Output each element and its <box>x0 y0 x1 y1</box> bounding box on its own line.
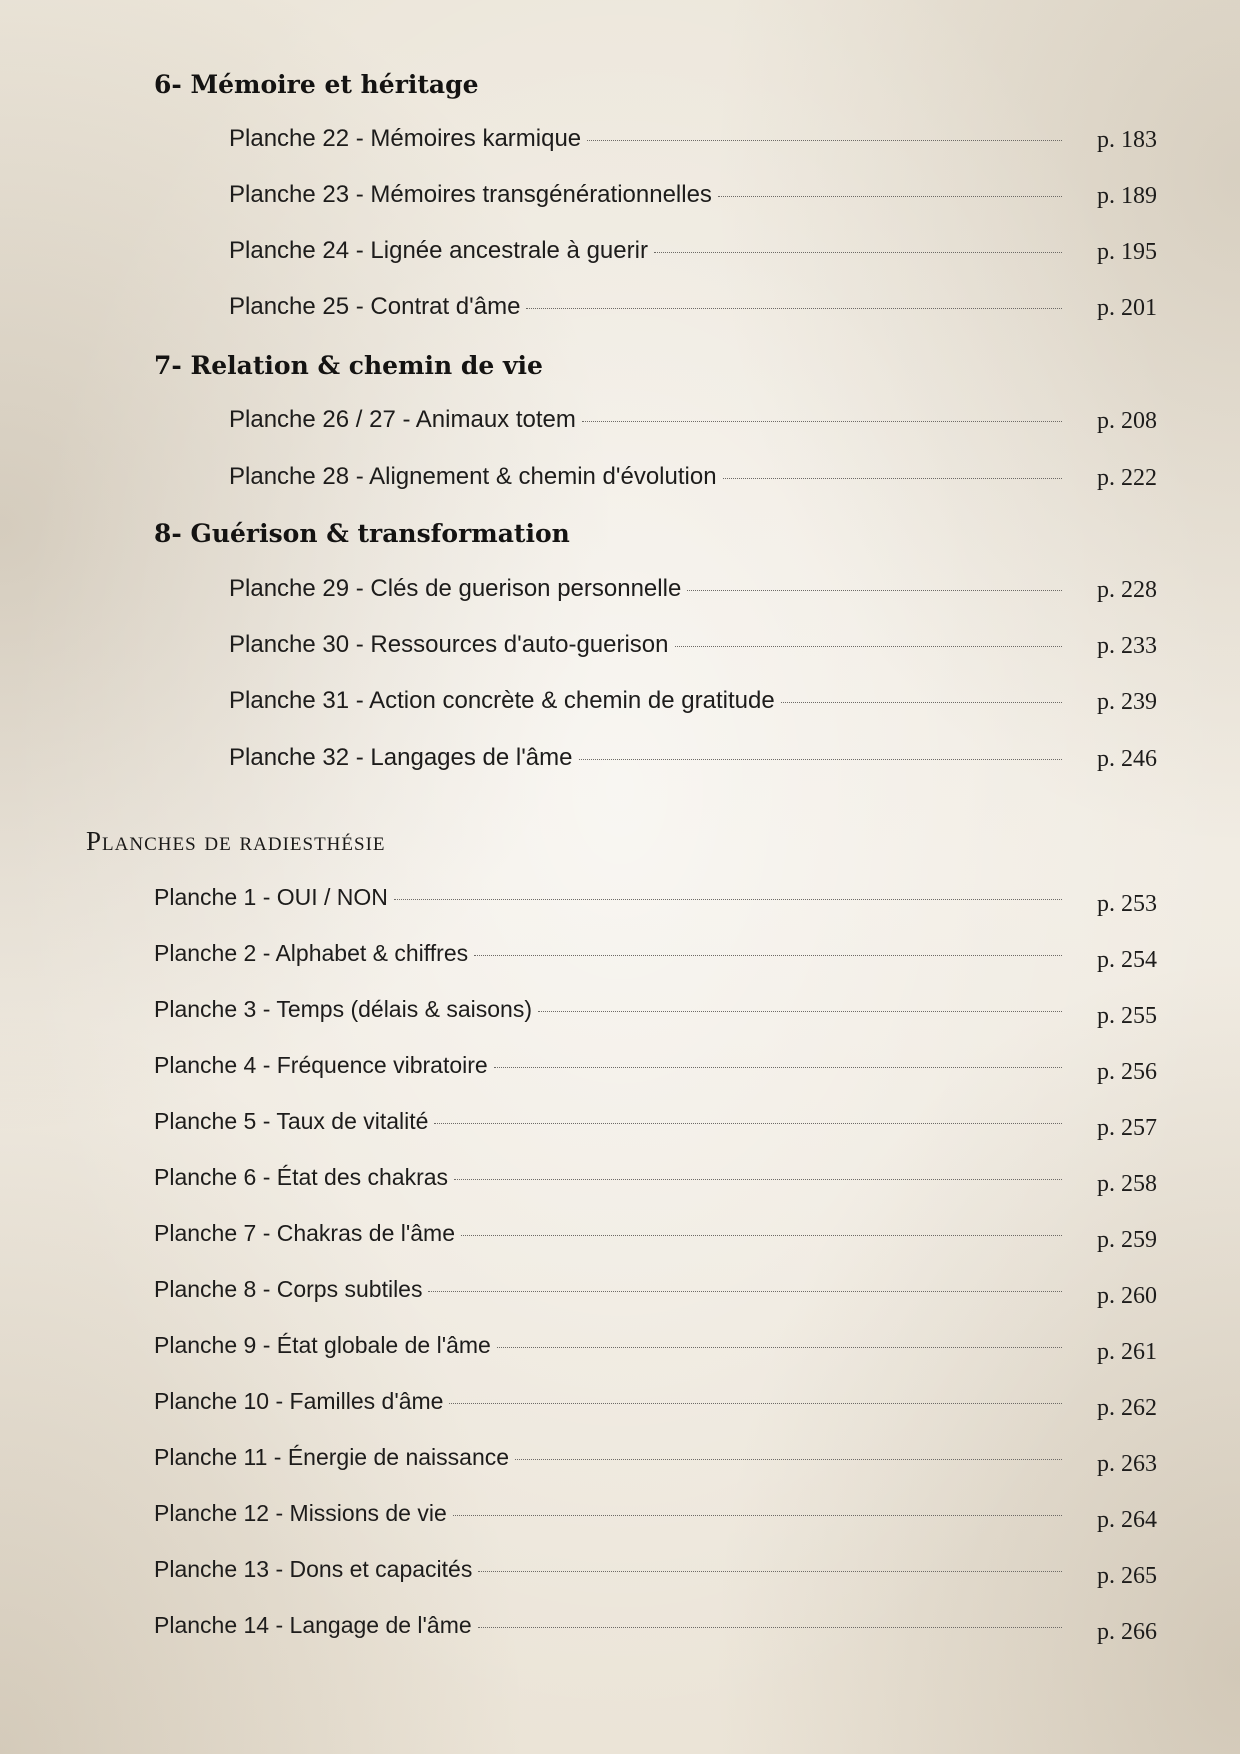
toc-entry-label: Planche 9 - État globale de l'âme <box>154 1332 491 1358</box>
toc-entry[interactable] <box>229 463 1066 495</box>
toc-entry[interactable] <box>154 1612 1066 1644</box>
toc-entry-label: Planche 8 - Corps subtiles <box>154 1276 423 1302</box>
toc-entry-label: Planche 6 - État des chakras <box>154 1164 449 1190</box>
dotted-leader <box>781 702 1062 703</box>
toc-entry-page: p. 239 <box>1097 689 1157 715</box>
toc-entry-page: p. 189 <box>1097 183 1157 209</box>
toc-entry-label: Planche 13 - Dons et capacités <box>154 1556 473 1582</box>
toc-entry[interactable] <box>229 631 1066 663</box>
toc-entry[interactable] <box>229 237 1066 269</box>
toc-entry[interactable] <box>154 1276 1066 1308</box>
toc-entry-label: Planche 29 - Clés de guerison personnelle <box>229 575 682 602</box>
toc-entry-page: p. 266 <box>1097 1619 1157 1645</box>
toc-entry-page: p. 258 <box>1097 1171 1157 1197</box>
toc-entry-label: Planche 4 - Fréquence vibratoire <box>154 1052 488 1078</box>
dotted-leader <box>428 1291 1062 1292</box>
part-heading-radiesthesie: Planches de radiesthésie <box>86 826 386 856</box>
toc-entry-page: p. 263 <box>1097 1451 1157 1477</box>
dotted-leader <box>454 1179 1062 1180</box>
section-heading-memoire-heritage: 6- Mémoire et héritage <box>154 70 479 99</box>
toc-entry[interactable] <box>229 181 1066 213</box>
toc-entry-label: Planche 5 - Taux de vitalité <box>154 1108 429 1134</box>
toc-entry-label: Planche 32 - Langages de l'âme <box>229 744 573 771</box>
toc-entry-page: p. 246 <box>1097 746 1157 772</box>
toc-entry-label: Planche 14 - Langage de l'âme <box>154 1612 472 1638</box>
toc-entry-label: Planche 25 - Contrat d'âme <box>229 293 521 320</box>
toc-entry-page: p. 265 <box>1097 1563 1157 1589</box>
dotted-leader <box>474 955 1062 956</box>
section-heading-relation-chemin: 7- Relation & chemin de vie <box>154 351 543 380</box>
toc-entry[interactable] <box>229 125 1066 157</box>
toc-entry[interactable] <box>229 406 1066 438</box>
toc-entry-page: p. 228 <box>1097 577 1157 603</box>
toc-entry[interactable] <box>229 293 1066 325</box>
toc-entry-label: Planche 22 - Mémoires karmique <box>229 125 582 152</box>
toc-entry[interactable] <box>154 884 1066 916</box>
toc-entry-page: p. 222 <box>1097 465 1157 491</box>
dotted-leader <box>538 1011 1062 1012</box>
dotted-leader <box>497 1347 1062 1348</box>
toc-entry-label: Planche 26 / 27 - Animaux totem <box>229 406 576 433</box>
toc-entry-label: Planche 2 - Alphabet & chiffres <box>154 940 469 966</box>
toc-entry[interactable] <box>229 687 1066 719</box>
dotted-leader <box>654 252 1062 253</box>
toc-entry-label: Planche 3 - Temps (délais & saisons) <box>154 996 532 1022</box>
toc-entry-page: p. 259 <box>1097 1227 1157 1253</box>
toc-entry-label: Planche 1 - OUI / NON <box>154 884 388 910</box>
toc-entry-label: Planche 28 - Alignement & chemin d'évolution <box>229 463 717 490</box>
toc-entry-page: p. 208 <box>1097 408 1157 434</box>
dotted-leader <box>675 646 1063 647</box>
toc-entry-label: Planche 30 - Ressources d'auto-guerison <box>229 631 669 658</box>
toc-entry[interactable] <box>154 1444 1066 1476</box>
toc-entry-label: Planche 11 - Énergie de naissance <box>154 1444 510 1470</box>
toc-entry-page: p. 255 <box>1097 1003 1157 1029</box>
toc-entry[interactable] <box>154 1388 1066 1420</box>
dotted-leader <box>478 1627 1062 1628</box>
dotted-leader <box>494 1067 1062 1068</box>
toc-entry-page: p. 201 <box>1097 295 1157 321</box>
toc-entry-label: Planche 24 - Lignée ancestrale à guerir <box>229 237 648 264</box>
toc-entry-page: p. 257 <box>1097 1115 1157 1141</box>
section-heading-guerison-transformation: 8- Guérison & transformation <box>154 519 570 548</box>
toc-entry[interactable] <box>154 1052 1066 1084</box>
toc-entry-label: Planche 23 - Mémoires transgénérationnelles <box>229 181 712 208</box>
dotted-leader <box>582 421 1062 422</box>
dotted-leader <box>394 899 1062 900</box>
dotted-leader <box>723 478 1062 479</box>
toc-entry-page: p. 261 <box>1097 1339 1157 1365</box>
toc-entry[interactable] <box>229 744 1066 776</box>
toc-entry[interactable] <box>154 1164 1066 1196</box>
dotted-leader <box>434 1123 1062 1124</box>
toc-entry-label: Planche 10 - Familles d'âme <box>154 1388 444 1414</box>
toc-entry-label: Planche 7 - Chakras de l'âme <box>154 1220 455 1246</box>
dotted-leader <box>449 1403 1062 1404</box>
dotted-leader <box>579 759 1063 760</box>
toc-entry[interactable] <box>229 575 1066 607</box>
toc-entry[interactable] <box>154 1556 1066 1588</box>
dotted-leader <box>687 590 1062 591</box>
toc-entry[interactable] <box>154 1220 1066 1252</box>
toc-entry-page: p. 262 <box>1097 1395 1157 1421</box>
toc-entry-page: p. 233 <box>1097 633 1157 659</box>
dotted-leader <box>453 1515 1062 1516</box>
toc-entry-page: p. 195 <box>1097 239 1157 265</box>
toc-entry-label: Planche 12 - Missions de vie <box>154 1500 447 1526</box>
toc-entry-page: p. 256 <box>1097 1059 1157 1085</box>
toc-entry-page: p. 260 <box>1097 1283 1157 1309</box>
dotted-leader <box>526 308 1062 309</box>
toc-entry-page: p. 254 <box>1097 947 1157 973</box>
dotted-leader <box>587 140 1062 141</box>
dotted-leader <box>515 1459 1062 1460</box>
toc-entry[interactable] <box>154 1332 1066 1364</box>
toc-entry[interactable] <box>154 1500 1066 1532</box>
dotted-leader <box>718 196 1062 197</box>
dotted-leader <box>478 1571 1062 1572</box>
toc-entry[interactable] <box>154 1108 1066 1140</box>
toc-entry-page: p. 264 <box>1097 1507 1157 1533</box>
toc-entry-page: p. 183 <box>1097 127 1157 153</box>
toc-entry[interactable] <box>154 940 1066 972</box>
toc-entry-page: p. 253 <box>1097 891 1157 917</box>
toc-entry-label: Planche 31 - Action concrète & chemin de gratitude <box>229 687 775 714</box>
toc-entry[interactable] <box>154 996 1066 1028</box>
dotted-leader <box>461 1235 1062 1236</box>
